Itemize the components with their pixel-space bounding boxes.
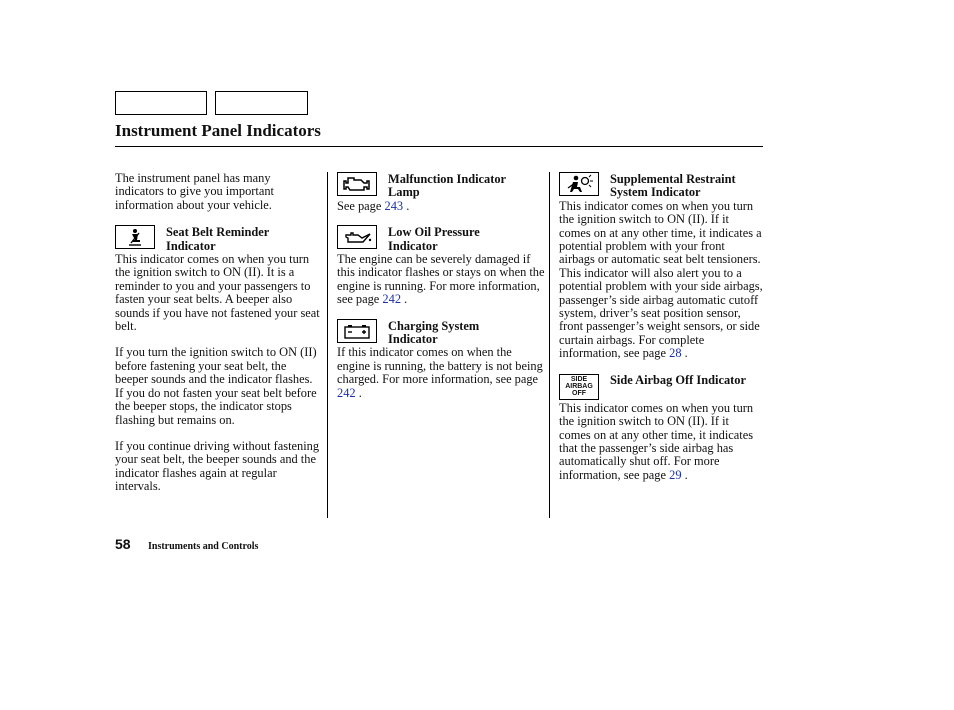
section-name: Instruments and Controls [148,541,259,552]
nav-tab-1[interactable] [115,91,207,115]
srs-title-line2: System Indicator [610,185,701,200]
side-airbag-heading [559,374,763,400]
column-3 [559,172,763,482]
column-1 [115,172,321,494]
side-airbag-title: Side Airbag Off Indicator [610,372,746,387]
mil-title-line1: Malfunction Indicator [388,172,507,186]
oil-page-link[interactable]: 242 [382,292,402,307]
oil-heading [337,225,545,253]
charging-heading [337,319,545,347]
side-airbag-paragraph: This indicator comes on when you turn the ignition switch to ON (II). If it comes on at any other time, it indicates that the passenger’s side airbag has automatically shut off. For more information, see page 29 . [559,400,754,482]
seatbelt-title-line2: Indicator [166,238,216,253]
charging-paragraph: If this indicator comes on when the engine is running, the battery is not being charged. For more information, see page 242 . [337,345,543,400]
mil-heading [337,172,545,200]
engine-icon [337,172,377,196]
oil-paragraph: The engine can be severely damaged if this indicator flashes or stays on when the engine is running. For more information, see page 242 . [337,252,545,307]
intro-paragraph: The instrument panel has many indicators to give you important information about your vehicle. [115,171,274,212]
column-divider-2 [549,172,550,518]
seatbelt-icon [115,225,155,249]
page-title: Instrument Panel Indicators [115,121,321,140]
page-number: 58 [115,536,131,552]
column-divider-1 [327,172,328,518]
oil-title-line1: Low Oil Pressure [388,225,480,240]
mil-title-line2: Lamp [388,185,420,200]
nav-tab-2[interactable] [215,91,308,115]
airbag-icon [559,172,599,196]
charging-page-link[interactable]: 242 [337,385,356,400]
column-2 [337,172,545,400]
mil-paragraph: See page 243 . [337,198,410,213]
srs-title-line1: Supplemental Restraint [610,172,736,186]
seatbelt-paragraph-3: If you continue driving without fastening your seat belt, the beeper sounds and the indicator flashes again at regular intervals. [115,438,320,494]
charging-title-line2: Indicator [388,332,438,347]
seatbelt-paragraph-1: This indicator comes on when you turn the ignition switch to ON (II). It is a reminder to you and your passengers to fasten your seat belts. A beeper also sounds if you have not fastened your seat belt. [115,252,320,334]
seatbelt-indicator-heading [115,225,321,253]
title-divider [115,146,763,147]
srs-paragraph: This indicator comes on when you turn the ignition switch to ON (II). If it comes on at any other time, it indicates a potential problem with your front airbags or automatic seat belt tensioners. This indicator will also alert you to a potential problem with your side airbags, passenger’s side airbag automatic cutoff system, driver’s seat position sensor, front passenger’s weight sensors, or side curtain airbags. For complete information, see page 28 . [559,198,763,361]
side-airbag-page-link[interactable]: 29 [669,467,682,482]
battery-icon [337,319,377,343]
seatbelt-paragraph-2: If you turn the ignition switch to ON (II) before fastening your seat belt, the beeper sounds and the indicator flashes. If you do not fasten your seat belt before the beeper stops, the indicator stops flashing but remains on. [115,345,317,427]
mil-page-link[interactable]: 243 [384,198,404,213]
oil-can-icon [337,225,377,249]
seatbelt-title-line1: Seat Belt Reminder [166,225,270,240]
charging-title-line1: Charging System [388,318,480,333]
srs-page-link[interactable]: 28 [669,346,682,361]
oil-title-line2: Indicator [388,238,438,253]
srs-heading [559,172,763,200]
side-airbag-off-icon: SIDE AIRBAG OFF [559,374,599,400]
